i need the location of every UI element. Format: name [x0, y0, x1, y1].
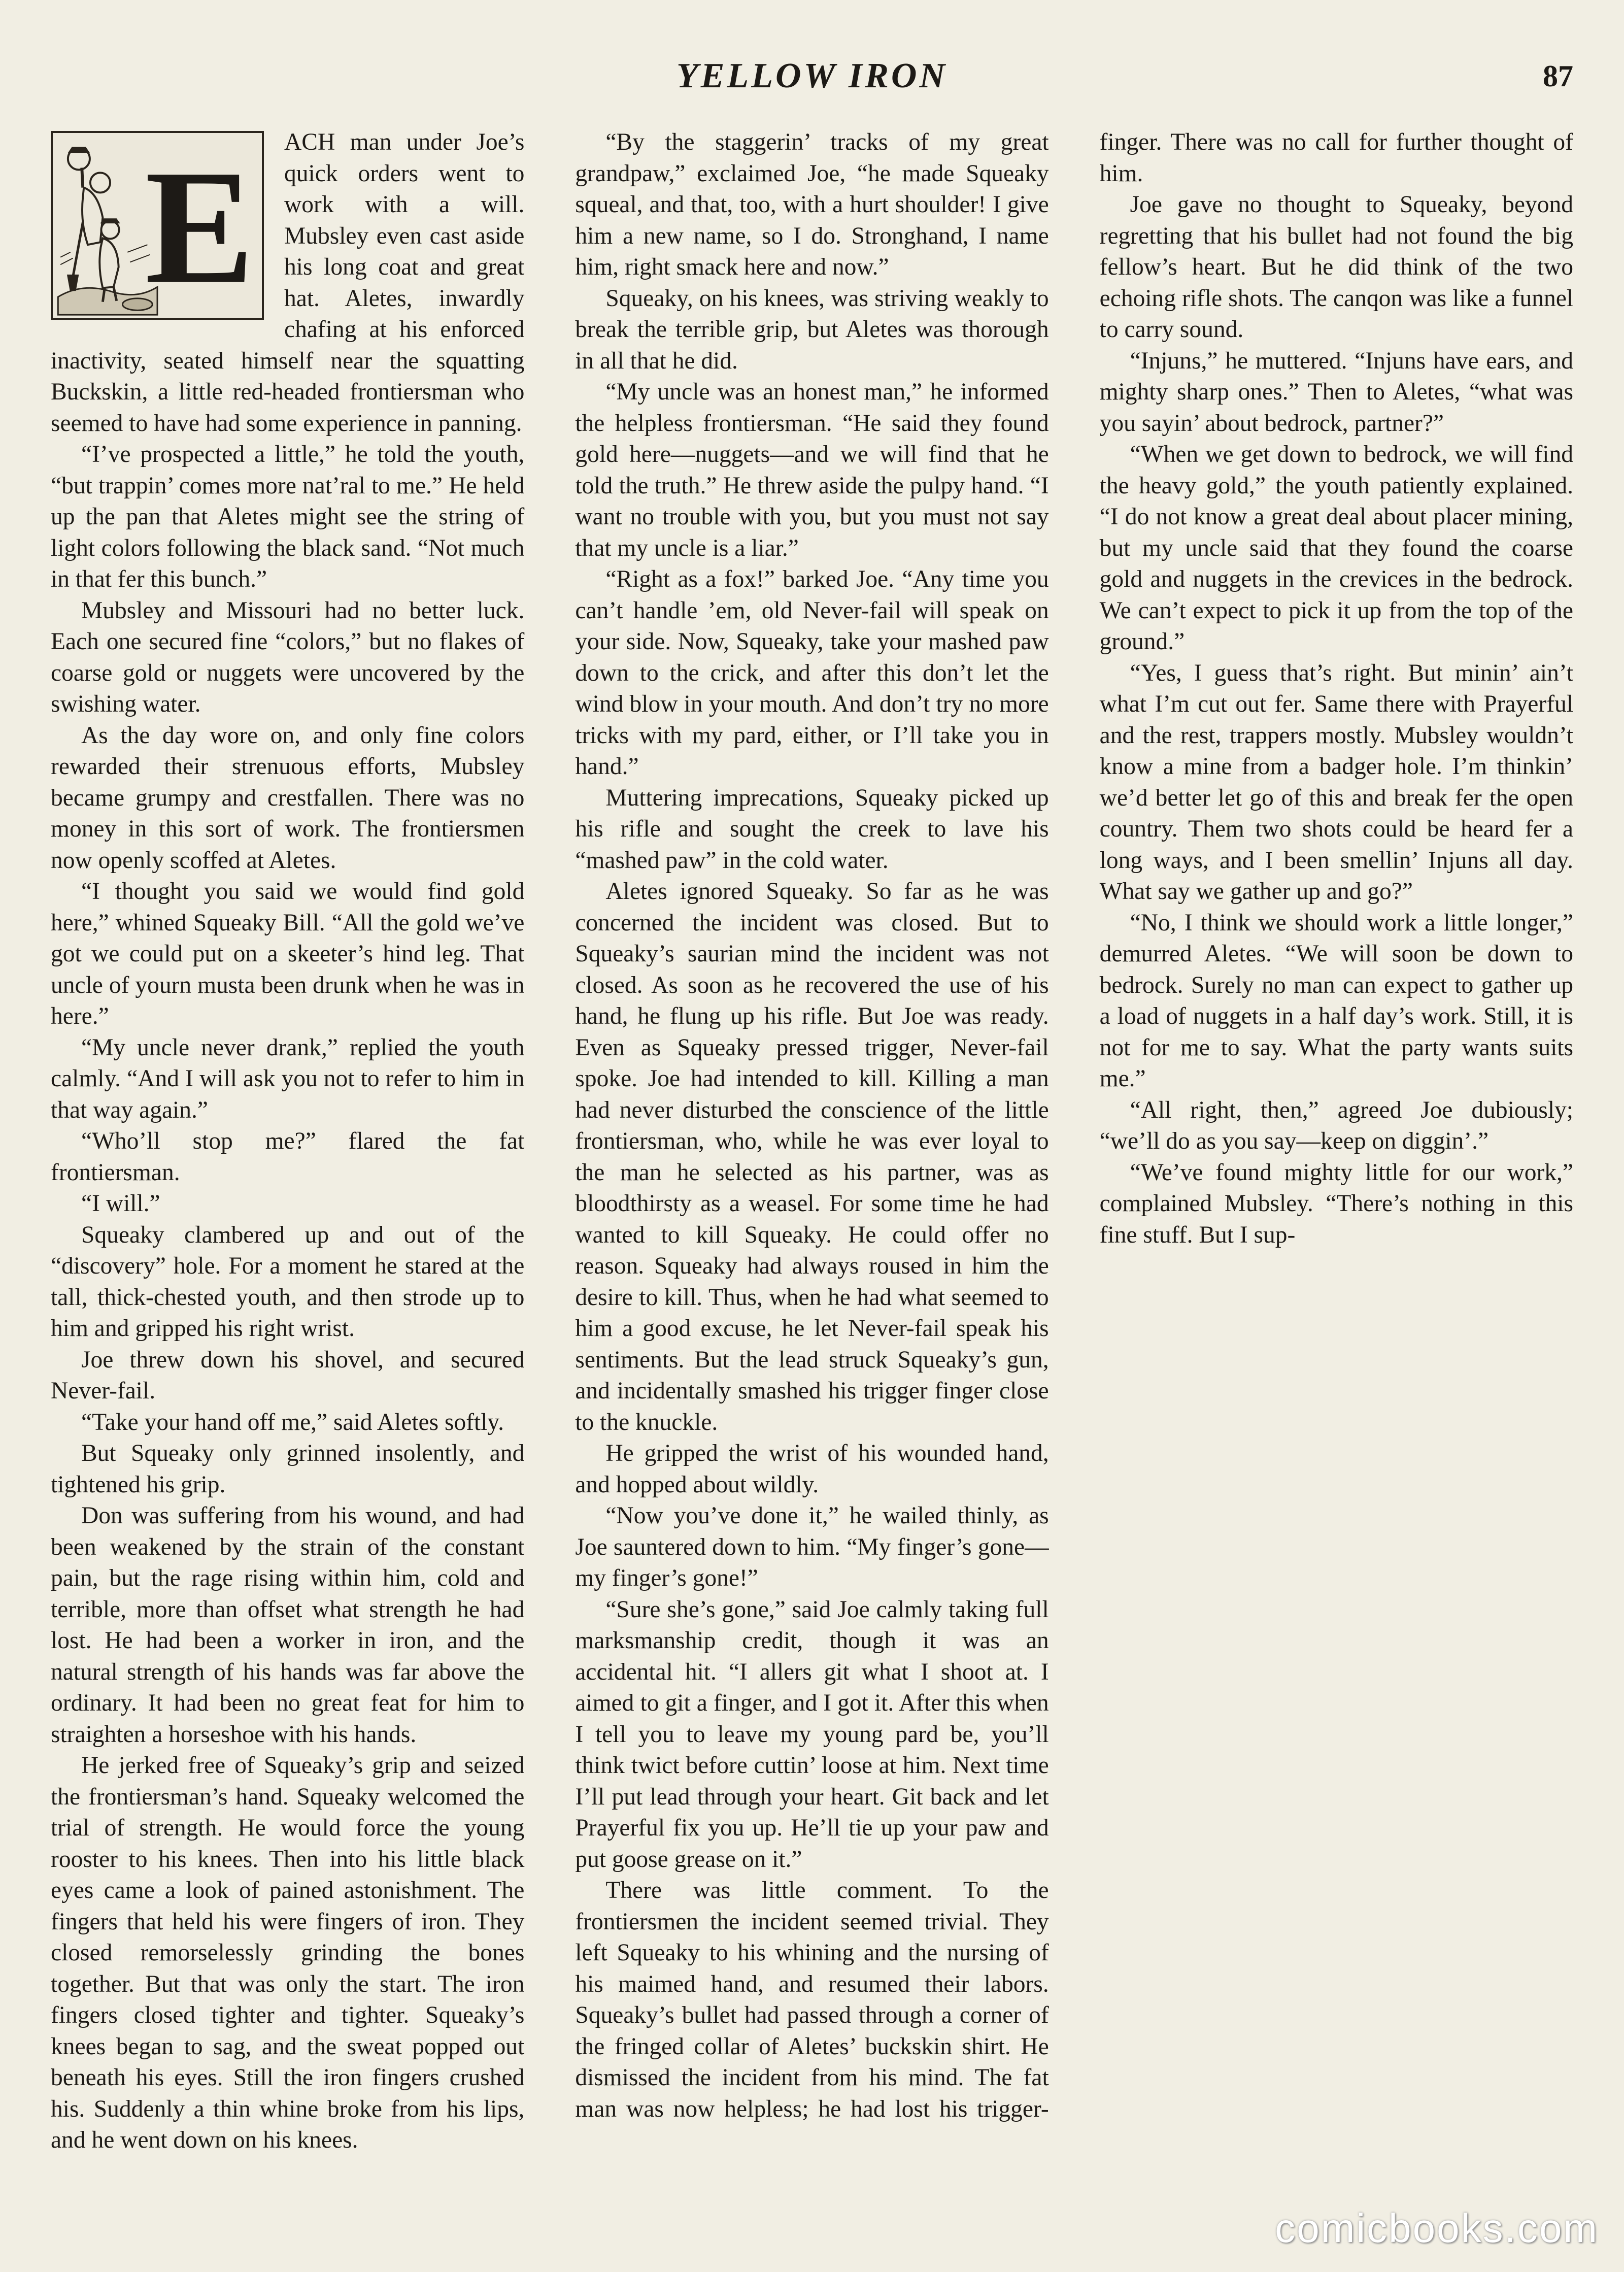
paragraph: ACH man under Joe’s quick orders went to work with a will. Mubsley even cast aside his long coat and great hat. Aletes, inwardly chafing at his enforced inactivity, seated himself near the squatting Buckskin, a little red-headed frontiersman who seemed to have had some experience in panning.: [51, 129, 525, 437]
watermark: comicbooks.com: [1275, 2206, 1599, 2251]
paragraph: “Now you’ve done it,” he wailed thinly, as Joe sauntered down to him. “My finger’s gone—my finger’s gone!”: [575, 1502, 1049, 1591]
paragraph: “My uncle never drank,” replied the youth calmly. “And I will ask you not to refer to him in that way again.”: [51, 1034, 525, 1123]
paragraph: “We’ve found mighty little for our work,” complained Mubsley. “There’s nothing in this fine stuff. But I sup-: [1099, 1159, 1573, 1248]
paragraph: Don was suffering from his wound, and had been weakened by the strain of the constant pain, but the rage rising within him, cold and terrible, more than offset what strength he had lost. He had been a worker in iron, and the natural strength of his hands was far above the ordinary. It had been no great feat for him to straighten a horseshoe with his hands.: [51, 1502, 525, 1748]
paragraph: “Injuns,” he muttered. “Injuns have ears, and mighty sharp ones.” Then to Aletes, “what was you sayin’ about bedrock, partner?”: [1099, 347, 1573, 437]
paragraph: “Sure she’s gone,” said Joe calmly taking full marksmanship credit, though it was an accidental hit. “I allers git what I shoot at. I aimed to git a finger, and I got it. After this when I tell you to leave my young pard be, you’ll think twict before cuttin’ loose at him. Next time I’ll put lead through your heart. Git back and let Prayerful fix you up. He’ll tie up your paw and put goose grease on it.”: [575, 1596, 1049, 1873]
running-title: YELLOW IRON: [676, 56, 948, 95]
miner-with-shovel-illustration: [53, 133, 262, 318]
paragraph: “By the staggerin’ tracks of my great grandpaw,” exclaimed Joe, “he made Squeaky squeal, and that, too, with a hurt shoulder! I give him a new name, so I do. Stronghand, I name him, right smack here and now.”: [575, 129, 1049, 280]
page-header: [0, 51, 1624, 107]
paragraph: “Take your hand off me,” said Aletes softly.: [81, 1409, 504, 1435]
dropcap-illustration: [51, 131, 264, 320]
paragraph: “I’ve prospected a little,” he told the youth, “but trappin’ comes more nat’ral to me.” He held up the pan that Aletes might see the string of light colors following the black sand. “Not much in that fer this bunch.”: [51, 441, 525, 592]
paragraph: He jerked free of Squeaky’s grip and seized the frontiersman’s hand. Squeaky welcomed the trial of strength. He would force the young rooster to his knees. Then into his little black eyes came a look of pained astonishment. The fingers that held his were fingers of iron. They closed remorselessly grinding the bones together. But that was only the start. The iron fingers closed tighter and tighter. Squeaky’s knees began to sag, and the sweat popped out beneath his eyes. Still the iron fingers crushed his. Suddenly a thin whine broke from his lips, and he went down on his knees.: [51, 1752, 525, 2153]
paragraph: There was little comment. To the frontiersmen the incident seemed trivial. They left Squeaky to his whining and the nursing of his maimed hand, and resumed their labors. Squeaky’s bullet had passed through a corner of the fringed collar of Aletes’ buckskin shirt. He dismissed the incident from his mind. The fat man was now helpless; he had lost his trigger-finger. There was no call for further thought of him.: [575, 129, 1573, 2122]
paragraph: “I will.”: [81, 1190, 160, 1217]
paragraph: “Right as a fox!” barked Joe. “Any time you can’t handle ’em, old Never-fail will speak on your side. Now, Squeaky, take your mashed paw down to the crick, and after this don’t let the wind blow in your mouth. And don’t try no more tricks with my pard, either, or I’ll take you in hand.”: [575, 566, 1049, 780]
paragraph: “I thought you said we would find gold here,” whined Squeaky Bill. “All the gold we’ve got we could put on a skeeter’s hind leg. That uncle of yourn musta been drunk when he was in here.”: [51, 878, 525, 1029]
paragraph: Aletes ignored Squeaky. So far as he was concerned the incident was closed. But to Squeaky’s saurian mind the incident was not closed. As soon as he recovered the use of his hand, he flung up his rifle. But Joe was ready. Even as Squeaky pressed trigger, Never-fail spoke. Joe had intended to kill. Killing a man had never disturbed the conscience of the little frontiersman, who, while he was ever loyal to the man he selected as his partner, was as bloodthirsty as a weasel. For some time he had wanted to kill Squeaky. He could offer no reason. Squeaky had always roused in him the desire to kill. Thus, when he had what seemed to him a good excuse, he let Never-fail speak his sentiments. But the lead struck Squeaky’s gun, and incidentally smashed his trigger finger close to the knuckle.: [575, 878, 1049, 1435]
article-body: [51, 127, 1573, 2183]
dropcap-letter: E: [145, 136, 254, 318]
paragraph: “Yes, I guess that’s right. But minin’ ain’t what I’m cut out fer. Same there with Prayerful and the rest, trappers mostly. Mubsley wouldn’t know a mine from a badger hole. I’m thinkin’ we’d better let go of this and break fer the open country. Them two shots could be heard fer a long ways, and I been smellin’ Injuns all day. What say we gather up and go?”: [1099, 659, 1573, 905]
paragraph: Squeaky, on his knees, was striving weakly to break the terrible grip, but Aletes was thorough in all that he did.: [575, 285, 1049, 374]
paragraph: He gripped the wrist of his wounded hand, and hopped about wildly.: [575, 1440, 1049, 1498]
paragraph: Joe gave no thought to Squeaky, beyond regretting that his bullet had not found the big fellow’s heart. But he did think of the two echoing rifle shots. The canqon was like a funnel to carry sound.: [1099, 191, 1573, 343]
paragraph: “My uncle was an honest man,” he informed the helpless frontiersman. “He said they found gold here—nuggets—and we will find that he told the truth.” He threw aside the pulpy hand. “I want no trouble with you, but you must not say that my uncle is a liar.”: [575, 379, 1049, 561]
paragraph: “When we get down to bedrock, we will find the heavy gold,” the youth patiently explained. “I do not know a great deal about placer mining, but my uncle said that they found the coarse gold and nuggets in the crevices in the bedrock. We can’t expect to pick it up from the top of the ground.”: [1099, 441, 1573, 655]
paragraph: Muttering imprecations, Squeaky picked up his rifle and sought the creek to lave his “mashed paw” in the cold water.: [575, 784, 1049, 874]
paragraph: Squeaky clambered up and out of the “discovery” hole. For a moment he stared at the tall, thick-chested youth, and then strode up to him and gripped his right wrist.: [51, 1221, 525, 1342]
paragraph: Joe threw down his shovel, and secured Never-fail.: [51, 1346, 525, 1404]
paragraph: As the day wore on, and only fine colors rewarded their strenuous efforts, Mubsley became grumpy and crestfallen. There was no money in this sort of work. The frontiersmen now openly scoffed at Aletes.: [51, 722, 525, 874]
page-number: 87: [1543, 59, 1573, 93]
paragraph: “No, I think we should work a little longer,” demurred Aletes. “We will soon be down to bedrock. Surely no man can expect to gather up a load of nuggets in a half day’s work. Still, it is not for me to say. What the party wants suits me.”: [1099, 909, 1573, 1092]
paragraph: But Squeaky only grinned insolently, and tightened his grip.: [51, 1440, 525, 1498]
paragraph: Mubsley and Missouri had no better luck. Each one secured fine “colors,” but no flakes of coarse gold or nuggets were uncovered by the swishing water.: [51, 597, 525, 717]
paragraph: “All right, then,” agreed Joe dubiously; “we’ll do as you say—keep on diggin’.”: [1099, 1096, 1573, 1154]
paragraph: “Who’ll stop me?” flared the fat frontiersman.: [51, 1128, 525, 1186]
